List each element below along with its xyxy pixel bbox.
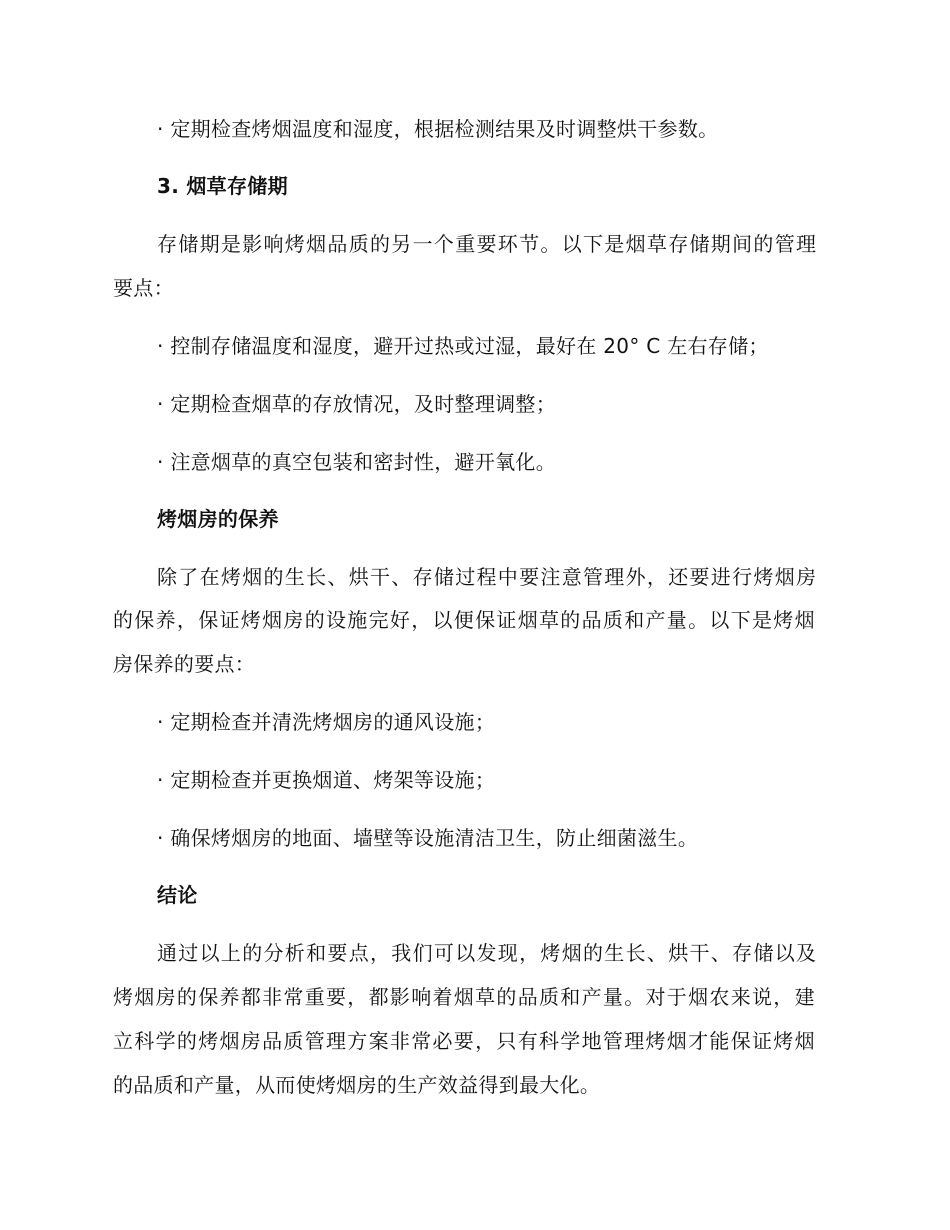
- bullet-item: · 控制存储温度和湿度，避开过热或过湿，最好在 20° C 左右存储；: [157, 334, 769, 358]
- section-heading: 烤烟房的保养: [157, 507, 279, 531]
- bullet-item: · 定期检查烟草的存放情况，及时整理调整；: [157, 392, 557, 416]
- bullet-item: · 确保烤烟房的地面、墙壁等设施清洁卫生，防止细菌滋生。: [157, 826, 699, 850]
- paragraph-line: 存储期是影响烤烟品质的另一个重要环节。以下是烟草存储期间的管理: [157, 232, 818, 256]
- paragraph-line: 通过以上的分析和要点，我们可以发现，烤烟的生长、烘干、存储以及: [157, 941, 818, 965]
- paragraph-line: 的品质和产量，从而使烤烟房的生产效益得到最大化。: [113, 1073, 601, 1097]
- paragraph-line: 除了在烤烟的生长、烘干、存储过程中要注意管理外，还要进行烤烟房: [157, 565, 818, 589]
- bullet-item: · 注意烟草的真空包装和密封性，避开氧化。: [157, 450, 557, 474]
- section-heading: 3. 烟草存储期: [157, 174, 288, 198]
- bullet-item: · 定期检查并清洗烤烟房的通风设施；: [157, 710, 496, 734]
- paragraph-line: 房保养的要点：: [113, 652, 256, 676]
- paragraph-line: 立科学的烤烟房品质管理方案非常必要，只有科学地管理烤烟才能保证烤烟: [113, 1029, 816, 1053]
- paragraph-line: 的保养，保证烤烟房的设施完好，以便保证烟草的品质和产量。以下是烤烟: [113, 608, 816, 632]
- paragraph-line: 要点：: [113, 276, 174, 300]
- bullet-item: · 定期检查并更换烟道、烤架等设施；: [157, 768, 496, 792]
- bullet-item: · 定期检查烤烟温度和湿度，根据检测结果及时调整烘干参数。: [157, 117, 719, 141]
- paragraph-line: 烤烟房的保养都非常重要，都影响着烟草的品质和产量。对于烟农来说，建: [113, 985, 816, 1009]
- section-heading: 结论: [157, 883, 198, 907]
